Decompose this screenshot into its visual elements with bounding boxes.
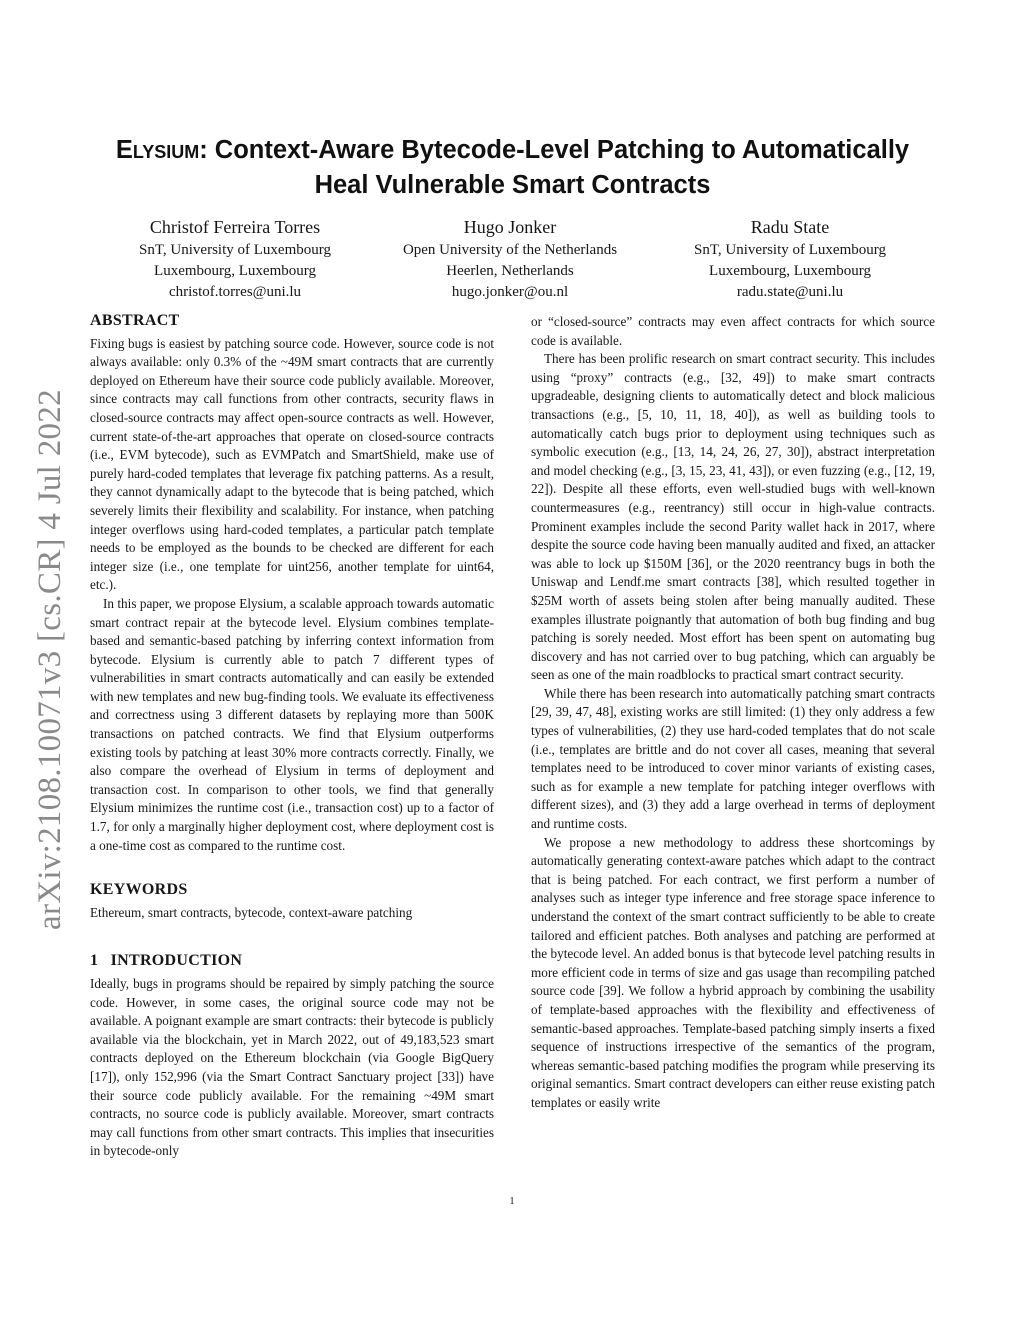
author-2 [365, 214, 655, 303]
intro-paragraph-2: There has been prolific research on smart contract security. This includes using “proxy” contracts (e.g., [32, 49]) to make smart contracts upgradeable, designing clients to automatically detect and block malicious transactions (e.g., [5, 10, 11, 18, 40]), as well as building tools to automatically catch bugs prior to deployment using techniques such as symbolic execution (e.g., [13, 14, 24, 26, 27, 30]), abstract interpretation and model checking (e.g., [3, 15, 23, 41, 43]), or even fuzzing (e.g., [12, 19, 22]). Despite all these efforts, even well-studied bugs with well-known countermeasures (e.g., reentrancy) still occur in high-value contracts. Prominent examples include the second Parity wallet hack in 2017, where despite the source code having been manually audited and fixed, an attacker was able to lock up $150M [36], or the 2020 reentrancy bugs in both the Uniswap and Lendf.me smart contracts [38], which resulted together in $25M worth of assets being stolen after being manually audited. These examples illustrate poignantly that automation of both bug finding and bug patching is sorely needed. Most effort has been spent on automating bug discovery and has not carried over to bug patching, which can arguably be seen as one of the main roadblocks to practical smart contract security. [531, 351, 935, 683]
author-name: Radu State [750, 217, 830, 237]
abstract-paragraph-1: Fixing bugs is easiest by patching source code. However, source code is not always available: only 0.3% of the ~49M smart contracts that are currently deployed on Ethereum have their source code publicly available. Moreover, since contracts may call functions from other contracts, security flaws in closed-source contracts may affect open-source contracts as well. However, current state-of-the-art approaches that operate on closed-source contracts (i.e., EVM bytecode), such as EVMPatch and SmartShield, make use of purely hard-coded templates that leverage fix patching patterns. As a result, they cannot dynamically adapt to the bytecode that is being patched, which severely limits their flexibility and scalability. For instance, when patching integer overflows using hard-coded templates, a particular patch template needs to be employed as the bounds to be checked are different for each integer size (i.e., one template for uint256, another template for uint64, etc.). [90, 335, 494, 593]
arxiv-identifier-stamp: arXiv:2108.10071v3 [cs.CR] 4 Jul 2022 [32, 389, 68, 930]
intro-paragraph-4: We propose a new methodology to address these shortcomings by automatically generating context-aware patches which adapt to the contract that is being patched. For each contract, we first perform a number of analyses such as integer type inference and free storage space inference to understand the context of the smart contract sufficiently to be able to create tailored and efficient patches. Both analyses and patching are performed at the bytecode level. An added bonus is that bytecode level patching results in more efficient code in terms of size and gas usage than recompiling patched source code [39]. We follow a hybrid approach by combining the usability of template-based approaches with the flexibility and effectiveness of semantic-based approaches. Template-based patching simply inserts a fixed sequence of instructions irrespective of the semantics of the program, whereas semantic-based patching modifies the program while preserving its original semantics. Smart contract developers can either reuse existing patch templates or easily write [531, 834, 935, 1110]
left-column [90, 310, 494, 1161]
introduction-heading: 1 INTRODUCTION [90, 952, 243, 970]
author-block [90, 214, 935, 304]
right-column [531, 313, 935, 1113]
author-location: Luxembourg, Luxembourg [154, 263, 316, 279]
page-number: 1 [509, 1195, 515, 1207]
abstract-heading: ABSTRACT [90, 312, 180, 329]
title-rest: : Context-Aware Bytecode-Level Patching to Automatically Heal Vulnerable Smart Contracts [199, 136, 910, 199]
paper-title [90, 133, 935, 203]
author-location: Luxembourg, Luxembourg [709, 263, 871, 279]
author-name: Hugo Jonker [463, 217, 557, 237]
author-location: Heerlen, Netherlands [446, 263, 574, 279]
author-name: Christof Ferreira Torres [149, 217, 321, 237]
author-3 [645, 214, 935, 303]
author-email: christof.torres@uni.lu [168, 284, 302, 300]
title-system-name: Elysium [115, 136, 200, 164]
author-email: radu.state@uni.lu [736, 284, 844, 300]
author-affiliation: Open University of the Netherlands [402, 242, 618, 258]
author-affiliation: SnT, University of Luxembourg [694, 242, 886, 258]
abstract-paragraph-2: In this paper, we propose Elysium, a scalable approach towards automatic smart contract repair at the bytecode level. Elysium combines template-based and semantic-based patching by inferring context information from bytecode. Elysium is currently able to patch 7 different types of vulnerabilities in smart contracts automatically and can easily be extended with new templates and new bug-finding tools. We evaluate its effectiveness and correctness using 3 different datasets by replaying more than 500K transactions on patched contracts. We find that Elysium outperforms existing tools by patching at least 30% more contracts correctly. Finally, we also compare the overhead of Elysium in terms of deployment and transaction cost. In comparison to other tools, we find that generally Elysium minimizes the runtime cost (i.e., transaction cost) up to a factor of 1.7, for only a marginally higher deployment cost, where deployment cost is a one-time cost as compared to the runtime cost. [90, 595, 494, 853]
intro-paragraph-1: Ideally, bugs in programs should be repaired by simply patching the source code. However, in some cases, the original source code may not be available. A poignant example are smart contracts: their bytecode is publicly available via the blockchain, yet in March 2022, out of 49,183,523 smart contracts deployed on the Ethereum blockchain (via Google BigQuery [17]), only 152,996 (via the Smart Contract Sanctuary project [33]) have their source code publicly available. For the remaining ~49M smart contracts, no source code is publicly available. Moreover, smart contracts may call functions from other smart contracts. This implies that insecurities in bytecode-only [90, 976, 494, 1159]
author-affiliation: SnT, University of Luxembourg [139, 242, 331, 258]
intro-paragraph-3: While there has been research into automatically patching smart contracts [29, 39, 47, 48], existing works are still limited: (1) they only address a few types of vulnerabilities, (2) they use hard-coded templates that do not scale (i.e., templates are brittle and do not cover all cases, meaning that several templates need to be introduced to cover minor variants of existing cases, such as for example a new template for patching integer overflows with different sizes), and (3) they add a large overhead in terms of deployment and runtime costs. [531, 685, 935, 832]
keywords-heading: KEYWORDS [90, 881, 188, 899]
keywords-text: Ethereum, smart contracts, bytecode, context-aware patching [90, 904, 413, 920]
intro-paragraph-1-continued: or “closed-source” contracts may even affect contracts for which source code is available. [531, 314, 935, 348]
author-1 [90, 214, 380, 303]
author-email: hugo.jonker@ou.nl [451, 284, 569, 300]
